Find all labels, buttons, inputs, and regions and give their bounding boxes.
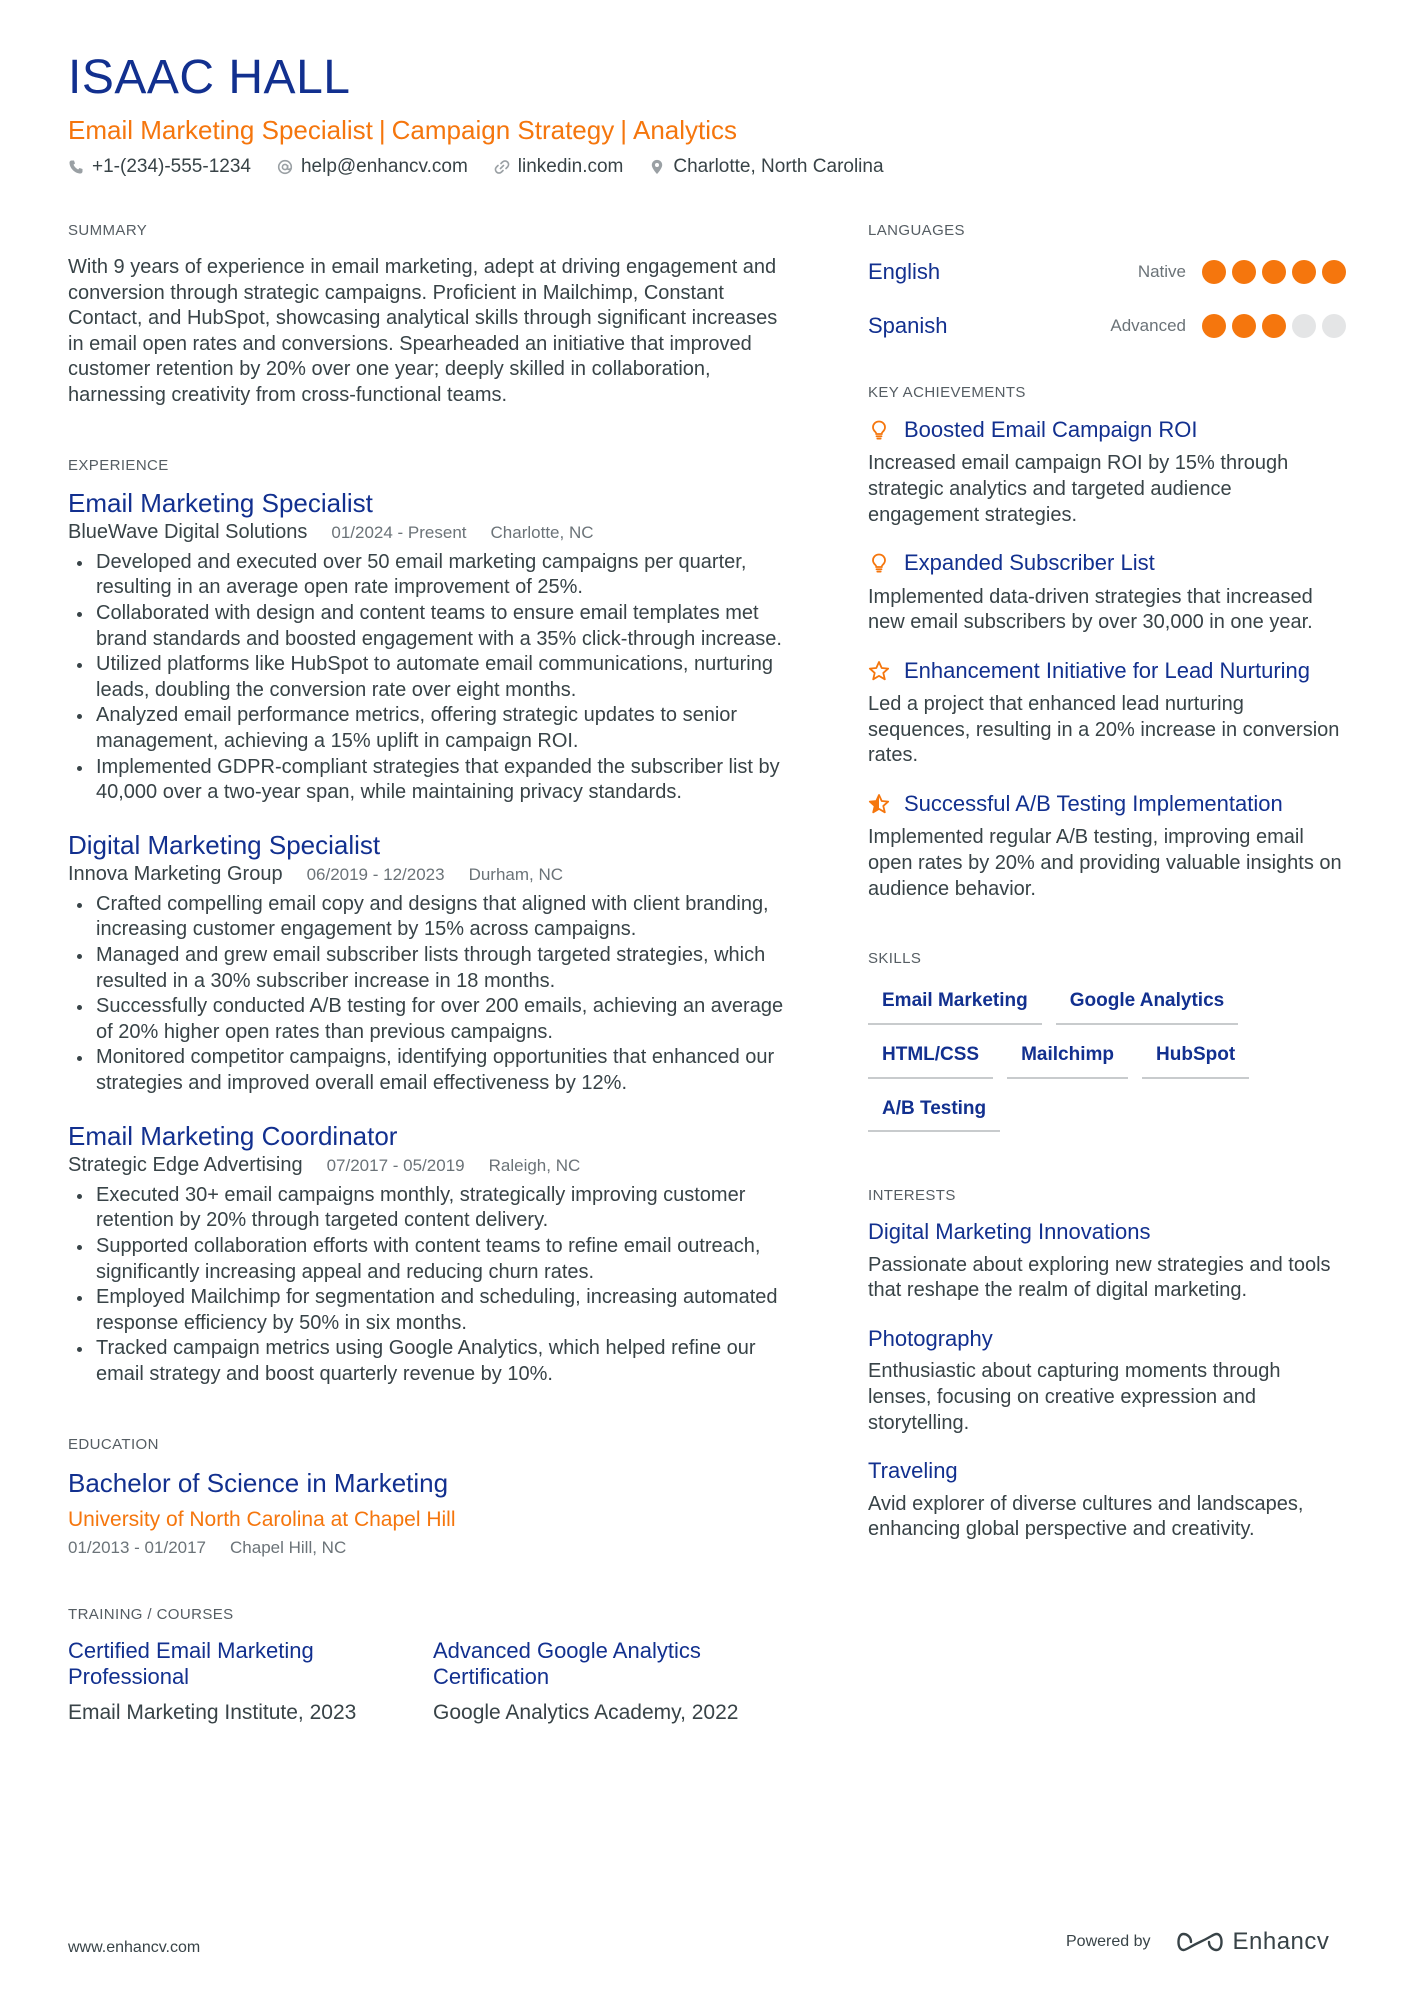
job-bullets [68,892,798,1097]
section-title: EDUCATION [68,1435,159,1453]
bullet-item: Monitored competitor campaigns, identifying opportunities that enhanced our strategies and improved overall email effectiveness by 12%. [68,1045,798,1096]
achievements-section [868,384,1346,902]
job-location: Charlotte, NC [490,522,594,542]
bullet-item: Supported collaboration efforts with content teams to refine email outreach, significantly increasing appeal and reducing churn rates. [68,1234,798,1285]
achievement-header [868,658,1346,684]
interest-description: Enthusiastic about capturing moments through lenses, focusing on creative expression and storytelling. [868,1360,1281,1434]
education-dates: 01/2013 - 01/2017 [68,1537,207,1557]
achievement-description: Implemented data-driven strategies that increased new email subscribers by over 30,000 in one year. [868,585,1313,634]
job-title: Email Marketing Specialist [68,487,373,518]
link-icon [494,159,510,175]
bullet-item: Successfully conducted A/B testing for over 200 emails, achieving an average of 20% higher open rates than previous campaigns. [68,994,798,1045]
course-provider: Google Analytics Academy, 2022 [433,1700,739,1724]
achievement-item [868,550,1346,636]
headline-separator: | [378,115,386,145]
candidate-name: ISAAC HALL [68,51,351,104]
job-meta [68,1154,798,1177]
experience-item [68,830,798,1097]
contact-location [649,156,883,178]
achievement-header [868,417,1346,443]
course-list [68,1638,798,1725]
job-title: Email Marketing Coordinator [68,1120,398,1151]
bullet-item: Developed and executed over 50 email marketing campaigns per quarter, resulting in an average open rate improvement of 25%. [68,550,798,601]
job-title: Digital Marketing Specialist [68,829,381,860]
lightbulb-icon [868,419,890,441]
training-section [68,1606,798,1725]
bullet-item: Employed Mailchimp for segmentation and scheduling, increasing automated response efficiency by 50% in six months. [68,1285,798,1336]
contact-phone[interactable] [68,156,251,178]
contact-linkedin[interactable] [494,156,624,178]
bullet-item: Implemented GDPR-compliant strategies that expanded the subscriber list by 40,000 over a two-year span, while maintaining privacy standards. [68,755,798,806]
interest-title: Photography [868,1326,993,1352]
star-outline-icon [868,660,890,682]
proficiency-dot-empty [1322,314,1346,338]
job-location: Durham, NC [468,864,564,884]
achievement-description: Implemented regular A/B testing, improving email open rates by 20% and providing valuable insights on audience behavior. [868,826,1342,900]
achievement-item [868,417,1346,528]
achievement-header [868,791,1346,817]
job-bullets [68,1183,798,1388]
job-meta [68,863,798,886]
education-section [68,1436,798,1558]
at-sign-icon [277,159,293,175]
proficiency-dot-filled [1202,314,1226,338]
proficiency-dot-filled [1232,314,1256,338]
section-title: INTERESTS [868,1187,956,1205]
skill-tag: Mailchimp [1007,1036,1128,1079]
job-dates: 06/2019 - 12/2023 [306,864,445,884]
company-name: Innova Marketing Group [68,862,283,885]
course-provider: Email Marketing Institute, 2023 [68,1700,357,1724]
star-half-icon [868,793,890,815]
company-name: BlueWave Digital Solutions [68,520,308,543]
contact-bar [68,156,910,178]
proficiency-dot-filled [1262,260,1286,284]
section-title: EXPERIENCE [68,456,169,474]
company-name: Strategic Edge Advertising [68,1153,303,1176]
proficiency-dot-filled [1232,260,1256,284]
experience-item [68,488,798,806]
right-column [868,222,1346,1543]
proficiency-dots [1202,314,1346,338]
proficiency-dot-empty [1292,314,1316,338]
interests-section [868,1187,1346,1542]
skill-tag: HubSpot [1142,1036,1249,1079]
left-column [68,222,798,1725]
language-level: Advanced [1110,316,1186,335]
proficiency-dots [1202,260,1346,284]
achievement-title: Boosted Email Campaign ROI [904,417,1198,442]
course-item [68,1638,433,1725]
headline-part: Email Marketing Specialist [68,115,373,145]
powered-by-text: Powered by [1066,1933,1151,1950]
bullet-item: Managed and grew email subscriber lists through targeted strategies, which resulted in a 30% subscriber increase in 18 months. [68,943,798,994]
interest-title: Digital Marketing Innovations [868,1219,1151,1245]
interest-description: Avid explorer of diverse cultures and landscapes, enhancing global perspective and creativity. [868,1492,1304,1541]
interest-item [868,1326,1346,1436]
headline-part: Campaign Strategy [391,115,615,145]
course-title: Advanced Google Analytics Certification [433,1637,701,1690]
linkedin-text: linkedin.com [517,156,624,177]
bullet-item: Collaborated with design and content teams to ensure email templates met brand standards and boosted engagement with a 35% click-through increase. [68,601,798,652]
language-item [868,250,1346,294]
job-location: Raleigh, NC [488,1155,581,1175]
bullet-item: Analyzed email performance metrics, offering strategic updates to senior management, achieving a 15% uplift in campaign ROI. [68,703,798,754]
language-level: Native [1137,262,1186,281]
language-name: Spanish [868,313,948,338]
section-title: TRAINING / COURSES [68,1605,234,1623]
course-title: Certified Email Marketing Professional [68,1637,314,1690]
bullet-item: Crafted compelling email copy and designs that aligned with client branding, increasing customer engagement by 15% across campaigns. [68,892,798,943]
achievement-header [868,550,1346,576]
achievement-title: Successful A/B Testing Implementation [904,790,1283,816]
job-meta [68,521,798,544]
experience-item [68,1121,798,1388]
job-dates: 01/2024 - Present [331,522,467,542]
achievement-item [868,658,1346,769]
bullet-item: Utilized platforms like HubSpot to automate email communications, nurturing leads, doubling the conversion rate over eight months. [68,652,798,703]
phone-text: +1-(234)-555-1234 [92,156,251,177]
interest-item [868,1219,1346,1304]
achievement-item [868,791,1346,902]
enhancv-logo-icon [1177,1930,1223,1954]
proficiency-dot-filled [1292,260,1316,284]
brand-name: Enhancv [1232,1928,1330,1955]
job-dates: 07/2017 - 05/2019 [326,1155,465,1175]
bullet-item: Executed 30+ email campaigns monthly, strategically improving customer retention by 20% through targeted content delivery. [68,1183,798,1234]
bullet-item: Tracked campaign metrics using Google Analytics, which helped refine our email strategy and boost quarterly revenue by 10%. [68,1336,798,1387]
summary-section [68,222,798,409]
footer-url[interactable]: www.enhancv.com [68,1939,201,1956]
proficiency-dot-filled [1262,314,1286,338]
degree-title: Bachelor of Science in Marketing [68,1467,449,1498]
skill-tag: Email Marketing [868,982,1042,1025]
headline-separator: | [620,115,627,145]
interest-item [868,1458,1346,1543]
proficiency-dot-filled [1202,260,1226,284]
achievement-title: Enhancement Initiative for Lead Nurturing [904,657,1311,683]
education-meta [68,1538,798,1558]
headline-part: Analytics [632,115,738,145]
achievement-description: Led a project that enhanced lead nurturing sequences, resulting in a 20% increase in conversion rates. [868,693,1340,767]
location-pin-icon [649,159,665,175]
lightbulb-icon [868,552,890,574]
contact-email[interactable] [277,156,468,178]
skill-tag: Google Analytics [1056,982,1239,1025]
proficiency-dot-filled [1322,260,1346,284]
skill-tag: A/B Testing [868,1090,1000,1133]
interest-title: Traveling [868,1458,958,1484]
section-title: SUMMARY [68,222,148,239]
summary-text: With 9 years of experience in email marketing, adept at driving engagement and conversion through strategic campaigns. Proficient in Mailchimp, Constant Contact, and HubSpot, showcasing analytical skills through significant increases in email open rates and conversions. Spearheaded an initiative that improved customer retention by 20% over one year; deeply skilled in collaboration, harnessing creativity from cross-functional teams. [68,256,778,406]
section-title: LANGUAGES [868,222,965,239]
school-name: University of North Carolina at Chapel Hill [68,1507,456,1531]
achievement-description: Increased email campaign ROI by 15% through strategic analytics and targeted audience engagement strategies. [868,452,1289,526]
job-bullets [68,550,798,806]
interest-description: Passionate about exploring new strategies and tools that reshape the realm of digital marketing. [868,1253,1331,1302]
experience-section [68,457,798,1388]
skill-tag: HTML/CSS [868,1036,993,1079]
section-title: KEY ACHIEVEMENTS [868,384,1026,401]
language-name: English [868,259,941,284]
language-item [868,304,1346,348]
headline [68,115,737,146]
skill-list [868,982,1308,1143]
course-item [433,1638,798,1725]
section-title: SKILLS [868,950,922,968]
skills-section [868,950,1346,1143]
education-location: Chapel Hill, NC [230,1537,347,1557]
email-text: help@enhancv.com [300,156,468,177]
languages-section [868,222,1346,348]
location-text: Charlotte, North Carolina [673,156,884,177]
footer-brand[interactable] [1066,1928,1329,1956]
achievement-title: Expanded Subscriber List [904,550,1155,576]
phone-icon [68,159,84,175]
